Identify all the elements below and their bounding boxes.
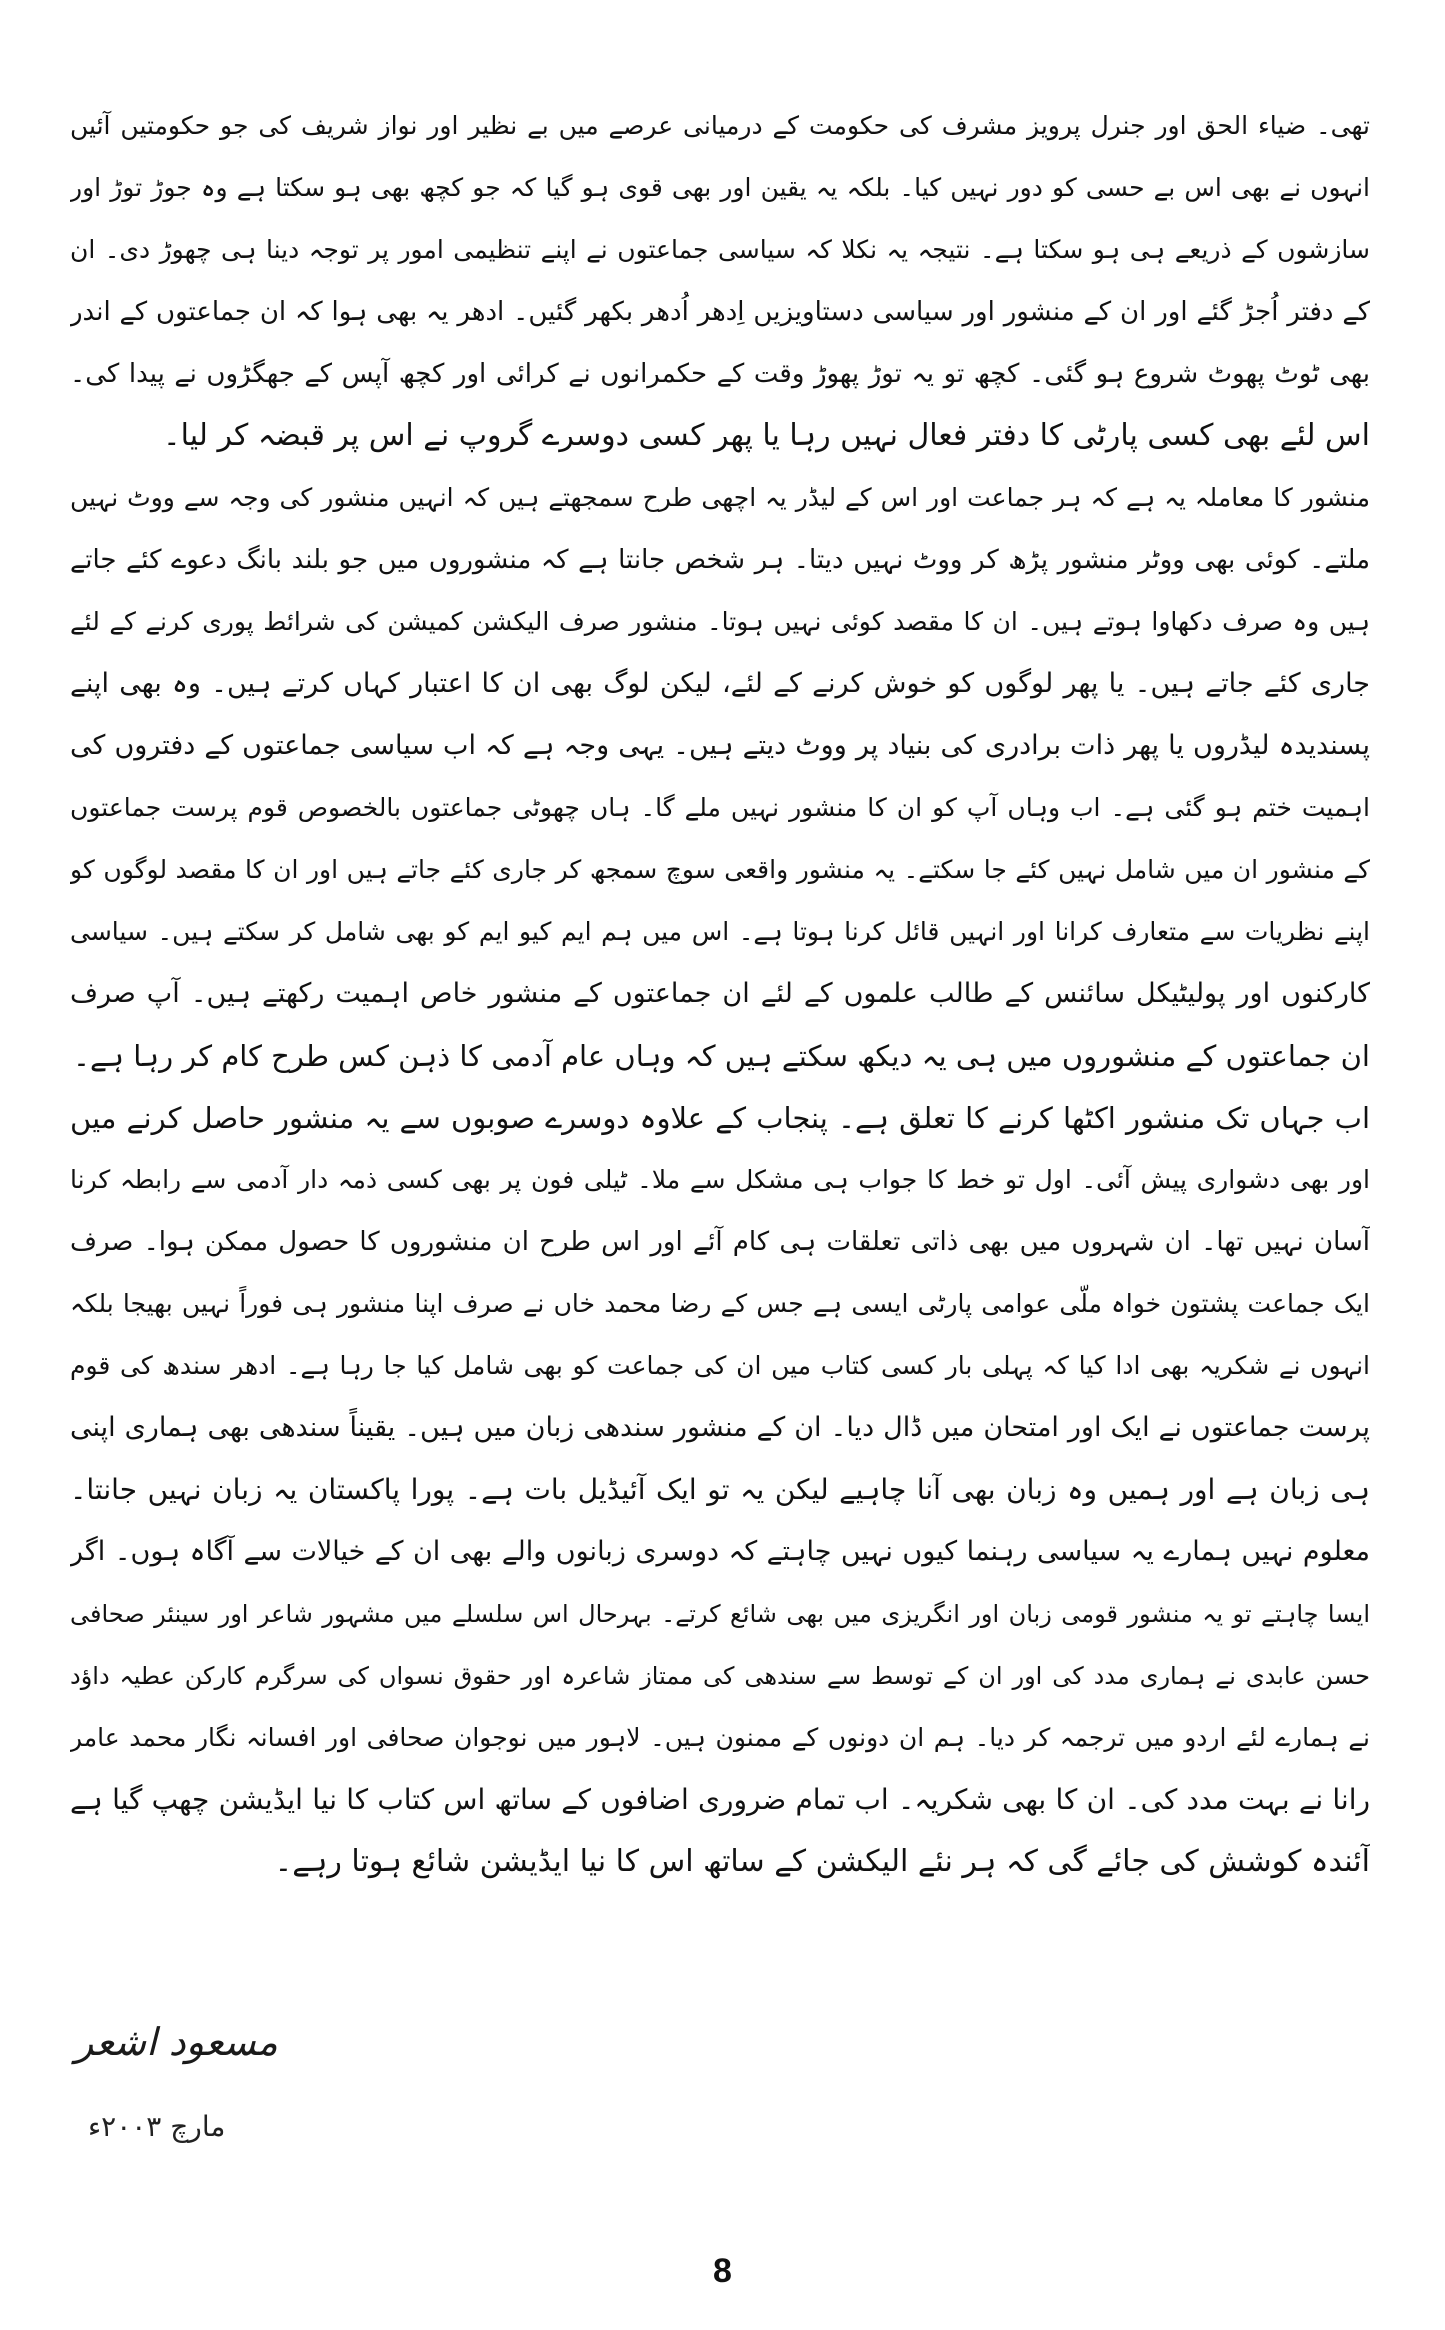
text-line: ان جماعتوں کے منشوروں میں ہی یہ دیکھ سکتے ہیں کہ وہاں عام آدمی کا ذہن کس طرح کام کر رہا ہے۔ <box>73 1039 1370 1073</box>
text-line: انہوں نے بھی اس بے حسی کو دور نہیں کیا۔ بلکہ یہ یقین اور بھی قوی ہو گیا کہ جو کچھ بھی ہو سکتا ہے وہ جوڑ توڑ اور <box>70 173 1370 202</box>
text-line: اہمیت ختم ہو گئی ہے۔ اب وہاں آپ کو ان کا منشور نہیں ملے گا۔ ہاں چھوٹی جماعتوں بالخصوص قوم پرست جماعتوں <box>70 793 1370 822</box>
text-line: رانا نے بہت مدد کی۔ ان کا بھی شکریہ۔ اب تمام ضروری اضافوں کے ساتھ اس کتاب کا نیا ایڈیشن چھپ گیا ہے <box>70 1783 1370 1816</box>
author-signature: مسعود اشعر <box>75 2020 278 2064</box>
text-line: کے منشور ان میں شامل نہیں کئے جا سکتے۔ یہ منشور واقعی سوچ سمجھ کر جاری کئے جاتے ہیں اور ان کا مقصد لوگوں کو <box>70 855 1370 884</box>
text-line: ہیں وہ صرف دکھاوا ہوتے ہیں۔ ان کا مقصد کوئی نہیں ہوتا۔ منشور صرف الیکشن کمیشن کی شرائط پوری کرنے کے لئے <box>70 607 1370 636</box>
text-line: ایک جماعت پشتون خواہ ملّی عوامی پارٹی ایسی ہے جس کے رضا محمد خاں نے صرف اپنا منشور ہی فوراً نہیں بھیجا بلکہ <box>70 1289 1370 1318</box>
text-line: منشور کا معاملہ یہ ہے کہ ہر جماعت اور اس کے لیڈر یہ اچھی طرح سمجھتے ہیں کہ انہیں منشور کی وجہ سے ووٹ نہیں <box>70 483 1370 512</box>
text-line: ایسا چاہتے تو یہ منشور قومی زبان اور انگریزی میں بھی شائع کرتے۔ بہرحال اس سلسلے میں مشہور شاعر اور سینئر صحافی <box>70 1600 1370 1628</box>
text-line: ملتے۔ کوئی بھی ووٹر منشور پڑھ کر ووٹ نہیں دیتا۔ ہر شخص جانتا ہے کہ منشوروں میں جو بلند بانگ دعوے کئے جاتے <box>70 545 1370 575</box>
text-line: جاری کئے جاتے ہیں۔ یا پھر لوگوں کو خوش کرنے کے لئے، لیکن لوگ بھی ان کا اعتبار کہاں کرتے ہیں۔ وہ بھی اپنے <box>70 668 1370 699</box>
text-line: بھی ٹوٹ پھوٹ شروع ہو گئی۔ کچھ تو یہ توڑ پھوڑ وقت کے حکمرانوں نے کرائی اور کچھ آپس کے جھگڑوں نے پیدا کی۔ <box>70 359 1370 389</box>
text-line: ہی زبان ہے اور ہمیں وہ زبان بھی آنا چاہیے لیکن یہ تو ایک آئیڈیل بات ہے۔ پورا پاکستان یہ زبان نہیں جانتا۔ <box>70 1473 1370 1506</box>
text-line: سازشوں کے ذریعے ہی ہو سکتا ہے۔ نتیجہ یہ نکلا کہ سیاسی جماعتوں نے اپنے تنظیمی امور پر توجہ دینا ہی چھوڑ دی۔ ان <box>70 235 1370 264</box>
text-line: پرست جماعتوں نے ایک اور امتحان میں ڈال دیا۔ ان کے منشور سندھی زبان میں ہیں۔ یقیناً سندھی بھی ہماری اپنی <box>70 1412 1370 1443</box>
text-line: اپنے نظریات سے متعارف کرانا اور انہیں قائل کرنا ہوتا ہے۔ اس میں ہم ایم کیو ایم کو بھی شامل کر سکتے ہیں۔ سیاسی <box>70 917 1370 946</box>
text-line: اور بھی دشواری پیش آئی۔ اول تو خط کا جواب ہی مشکل سے ملا۔ ٹیلی فون پر بھی کسی ذمہ دار آدمی سے رابطہ کرنا <box>70 1165 1370 1194</box>
text-line: نے ہمارے لئے اردو میں ترجمہ کر دیا۔ ہم ان دونوں کے ممنون ہیں۔ لاہور میں نوجوان صحافی اور افسانہ نگار محمد عامر <box>70 1723 1370 1752</box>
signature-date: مارچ ۲۰۰۳ء <box>88 2110 226 2143</box>
text-line: انہوں نے شکریہ بھی ادا کیا کہ پہلی بار کسی کتاب میں ان کی جماعت کو بھی شامل کیا جا رہا ہے۔ ادھر سندھ کی قوم <box>70 1351 1370 1380</box>
text-line: اب جہاں تک منشور اکٹھا کرنے کا تعلق ہے۔ پنجاب کے علاوہ دوسرے صوبوں سے یہ منشور حاصل کرنے میں <box>70 1101 1370 1135</box>
text-line: تھی۔ ضیاء الحق اور جنرل پرویز مشرف کی حکومت کے درمیانی عرصے میں بے نظیر اور نواز شریف کی جو حکومتیں آئیں <box>70 111 1370 140</box>
text-line: کے دفتر اُجڑ گئے اور ان کے منشور اور سیاسی دستاویزیں اِدھر اُدھر بکھر گئیں۔ ادھر یہ بھی ہوا کہ ان جماعتوں کے اندر <box>70 297 1370 327</box>
text-line: آسان نہیں تھا۔ ان شہروں میں بھی ذاتی تعلقات ہی کام آئے اور اس طرح ان منشوروں کا حصول ممکن ہوا۔ صرف <box>70 1227 1370 1257</box>
page-body-text <box>70 95 1370 1893</box>
page-number: 8 <box>713 2252 732 2290</box>
text-line: معلوم نہیں ہمارے یہ سیاسی رہنما کیوں نہیں چاہتے کہ دوسری زبانوں والے بھی ان کے خیالات سے آگاہ ہوں۔ اگر <box>70 1536 1370 1567</box>
text-line: آئندہ کوشش کی جائے گی کہ ہر نئے الیکشن کے ساتھ اس کا نیا ایڈیشن شائع ہوتا رہے۔ <box>274 1844 1370 1879</box>
text-line: اس لئے بھی کسی پارٹی کا دفتر فعال نہیں رہا یا پھر کسی دوسرے گروپ نے اس پر قبضہ کر لیا۔ <box>163 418 1370 453</box>
text-line: حسن عابدی نے ہماری مدد کی اور ان کے توسط سے سندھی کی ممتاز شاعرہ اور حقوق نسواں کی سرگرم کارکن عطیہ داؤد <box>70 1662 1370 1690</box>
text-line: پسندیدہ لیڈروں یا پھر ذات برادری کی بنیاد پر ووٹ دیتے ہیں۔ یہی وجہ ہے کہ اب سیاسی جماعتوں کے دفتروں کی <box>70 730 1370 761</box>
text-line: کارکنوں اور پولیٹیکل سائنس کے طالب علموں کے لئے ان جماعتوں کے منشور خاص اہمیت رکھتے ہیں۔ آپ صرف <box>70 978 1370 1009</box>
